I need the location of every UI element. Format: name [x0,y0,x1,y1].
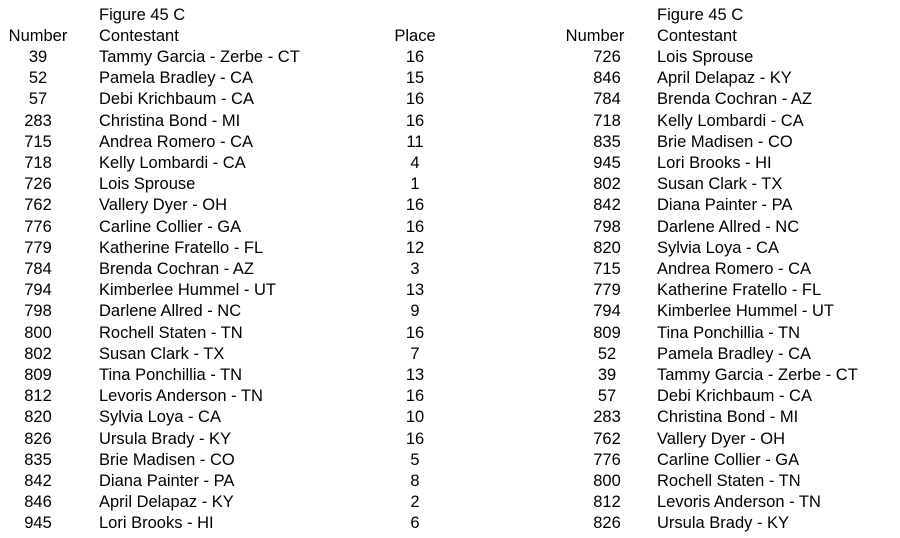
left-row-number: 794 [24,281,52,300]
right-row-number: 846 [593,69,621,88]
left-row-number: 800 [24,323,52,342]
right-row-contestant: Lori Brooks - HI [657,154,772,172]
left-row-place: 15 [405,69,425,88]
left-row-contestant: Christina Bond - MI [99,111,241,130]
right-row-number: 718 [593,111,621,130]
left-row-number: 842 [24,472,52,490]
left-row-number: 835 [24,450,52,469]
right-row-contestant: Kelly Lombardi - CA [657,111,804,130]
left-row-number: 715 [24,132,52,151]
right-row-number: 762 [593,429,621,448]
right-row-contestant: Debi Krichbaum - CA [657,387,812,406]
left-row-number: 820 [24,408,52,427]
left-row-place: 9 [410,302,420,321]
left-row-contestant: Kelly Lombardi - CA [99,154,246,172]
right-row-number: 826 [593,514,621,533]
right-row-contestant: Carline Collier - GA [657,450,800,469]
right-row-contestant: Tammy Garcia - Zerbe - CT [657,366,858,384]
left-row-number: 39 [28,48,48,66]
left-row-contestant: Levoris Anderson - TN [99,387,263,406]
right-row-contestant: Sylvia Loya - CA [657,238,779,257]
right-row-number: 57 [597,387,617,406]
right-row-contestant: Darlene Allred - NC [657,217,800,236]
left-row-number: 802 [24,344,52,363]
right-row-number: 842 [593,196,621,215]
left-row-place: 16 [405,196,425,215]
left-row-contestant: Sylvia Loya - CA [99,408,221,427]
left-row-contestant: Diana Painter - PA [99,472,235,490]
left-row-number: 798 [24,302,52,321]
left-row-place: 1 [410,175,420,194]
right-row-contestant: Ursula Brady - KY [657,514,790,533]
left-row-place: 12 [405,238,425,257]
left-row-number: 809 [24,366,52,384]
left-row-number: 718 [24,154,52,172]
left-row-contestant: Tina Ponchillia - TN [99,366,243,384]
left-row-number: 52 [28,69,48,88]
right-row-number: 283 [593,408,621,427]
left-row-place: 6 [410,514,420,533]
right-row-contestant: Katherine Fratello - FL [657,281,822,300]
left-row-place: 3 [410,260,420,278]
right-row-number: 802 [593,175,621,194]
left-number-header: Number [8,27,68,45]
right-row-number: 794 [593,302,621,321]
right-contestant-header: Contestant [657,27,737,45]
left-row-contestant: Ursula Brady - KY [99,429,232,448]
left-row-contestant: Lori Brooks - HI [99,514,214,533]
right-number-header: Number [565,27,625,45]
left-row-number: 826 [24,429,52,448]
right-row-number: 820 [593,238,621,257]
left-row-place: 16 [405,111,425,130]
right-row-contestant: Levoris Anderson - TN [657,493,821,512]
left-row-contestant: Andrea Romero - CA [99,132,254,151]
left-row-place: 5 [410,450,420,469]
left-row-place: 16 [405,323,425,342]
left-row-contestant: Rochell Staten - TN [99,323,243,342]
left-place-header: Place [394,27,436,45]
left-row-number: 762 [24,196,52,215]
left-row-number: 776 [24,217,52,236]
right-row-number: 776 [593,450,621,469]
left-row-number: 283 [24,111,52,130]
right-row-number: 798 [593,217,621,236]
left-row-place: 13 [405,281,425,300]
left-row-place: 16 [405,387,425,406]
left-row-place: 8 [410,472,420,490]
left-row-place: 2 [410,493,420,512]
right-row-number: 39 [597,366,617,384]
right-row-number: 726 [593,48,621,66]
right-row-contestant: Brenda Cochran - AZ [657,90,812,109]
right-row-number: 835 [593,132,621,151]
right-row-contestant: Lois Sprouse [657,48,754,66]
left-row-contestant: Debi Krichbaum - CA [99,90,254,109]
left-row-place: 11 [406,132,424,151]
right-row-number: 800 [593,472,621,490]
left-row-contestant: April Delapaz - KY [99,493,234,512]
left-row-number: 779 [24,238,52,257]
right-row-contestant: Kimberlee Hummel - UT [657,302,834,321]
left-row-contestant: Brenda Cochran - AZ [99,260,254,278]
left-row-place: 7 [410,344,420,363]
left-row-contestant: Lois Sprouse [99,175,196,194]
left-row-place: 16 [405,429,425,448]
left-row-contestant: Brie Madisen - CO [99,450,235,469]
left-row-contestant: Pamela Bradley - CA [99,69,254,88]
left-row-number: 784 [24,260,52,278]
right-row-contestant: Christina Bond - MI [657,408,799,427]
left-row-place: 16 [405,90,425,109]
right-row-contestant: Pamela Bradley - CA [657,344,812,363]
left-row-contestant: Tammy Garcia - Zerbe - CT [99,48,300,66]
right-row-contestant: Susan Clark - TX [657,175,783,194]
left-row-place: 10 [405,408,425,427]
right-row-number: 779 [593,281,621,300]
left-row-number: 846 [24,493,52,512]
left-row-number: 726 [24,175,52,194]
right-row-number: 812 [593,493,621,512]
left-row-number: 812 [24,387,52,406]
left-row-number: 57 [28,90,48,109]
right-row-number: 809 [593,323,621,342]
left-row-place: 13 [405,366,425,384]
right-row-contestant: Andrea Romero - CA [657,260,812,278]
left-row-place: 16 [405,48,425,66]
left-row-number: 945 [24,514,52,533]
right-row-contestant: Tina Ponchillia - TN [657,323,801,342]
right-row-contestant: April Delapaz - KY [657,69,792,88]
right-row-contestant: Rochell Staten - TN [657,472,801,490]
right-row-number: 715 [593,260,621,278]
left-row-place: 16 [405,217,425,236]
left-row-place: 4 [410,154,420,172]
left-row-contestant: Kimberlee Hummel - UT [99,281,276,300]
left-row-contestant: Vallery Dyer - OH [99,196,228,215]
right-figure-label: Figure 45 C [657,6,744,24]
left-row-contestant: Susan Clark - TX [99,344,225,363]
right-row-contestant: Vallery Dyer - OH [657,429,786,448]
left-row-contestant: Carline Collier - GA [99,217,242,236]
right-row-number: 945 [593,154,621,172]
right-row-number: 784 [593,90,621,109]
left-figure-label: Figure 45 C [99,6,186,24]
right-row-contestant: Brie Madisen - CO [657,132,793,151]
right-row-number: 52 [597,344,617,363]
right-row-contestant: Diana Painter - PA [657,196,793,215]
left-row-contestant: Katherine Fratello - FL [99,238,264,257]
left-row-contestant: Darlene Allred - NC [99,302,242,321]
left-contestant-header: Contestant [99,27,179,45]
